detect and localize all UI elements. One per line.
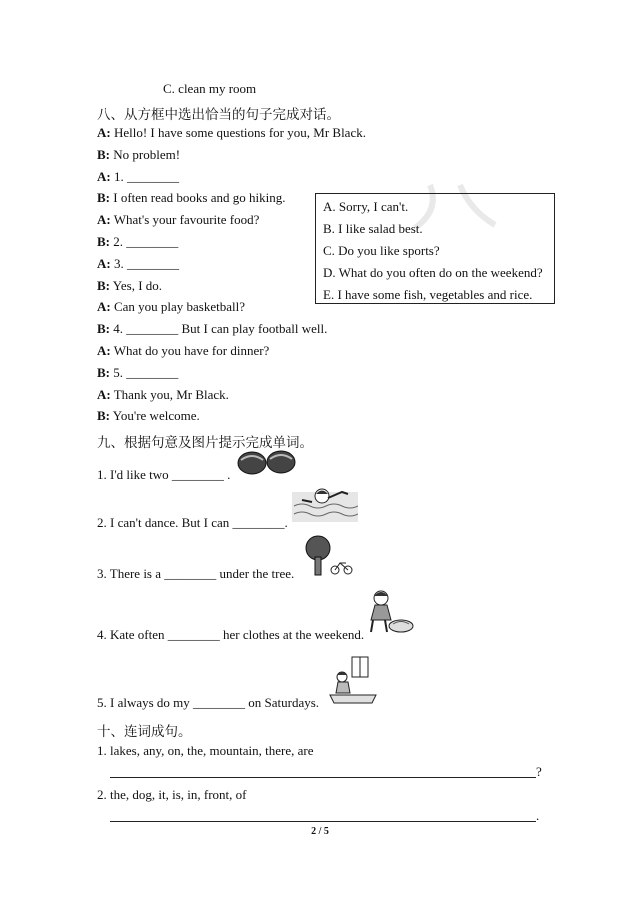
option-c: C. Do you like sports? <box>323 243 440 258</box>
speaker-label: A: <box>97 386 111 402</box>
dialogue-line <box>97 321 327 337</box>
dialogue-line <box>97 299 245 315</box>
speaker-label: A: <box>97 212 111 228</box>
fill-item-5: 5. I always do my ________ on Saturdays. <box>97 695 320 710</box>
speaker-label: B: <box>97 190 110 206</box>
answer-line-1[interactable] <box>110 777 536 778</box>
dialogue-line <box>97 408 200 424</box>
dialogue-text: Thank you, Mr Black. <box>113 386 229 402</box>
section10-title: 十、连词成句。 <box>97 724 192 739</box>
dialogue-line <box>97 387 229 403</box>
fill-item-1: 1. I'd like two ________ . <box>97 467 231 482</box>
section8-title: 八、从方框中选出恰当的句子完成对话。 <box>97 107 340 122</box>
dialogue-text: I often read books and go hiking. <box>113 190 286 206</box>
fill-item-3: 3. There is a ________ under the tree. <box>97 566 295 581</box>
answer-end-2: . <box>536 808 540 823</box>
dialogue-text: 2. ________ <box>113 234 179 249</box>
sentence-item-1-words: 1. lakes, any, on, the, mountain, there, are <box>97 743 314 758</box>
speaker-label: A: <box>97 125 111 140</box>
option-b: B. I like salad best. <box>323 221 423 236</box>
page-number: 2 / 5 <box>311 826 329 837</box>
dialogue-text: 1. ________ <box>113 168 179 184</box>
dialogue-line <box>97 169 179 185</box>
sentence-item-2-words: 2. the, dog, it, is, in, front, of <box>97 787 247 802</box>
speaker-label: B: <box>97 234 110 249</box>
dialogue-text: 5. ________ <box>113 364 179 380</box>
dialogue-text: Can you play basketball? <box>113 299 246 315</box>
swimming-icon <box>292 484 358 524</box>
speaker-label: B: <box>97 364 110 380</box>
dialogue-line <box>97 212 259 228</box>
speaker-label: B: <box>97 146 110 162</box>
dialogue-text: 3. ________ <box>113 255 179 271</box>
dialogue-line <box>97 278 162 294</box>
answer-line-2[interactable] <box>110 821 536 822</box>
speaker-label: A: <box>97 255 111 271</box>
speaker-label: B: <box>97 277 110 293</box>
dialogue-line <box>97 256 179 272</box>
tree-and-bike-icon <box>302 535 354 577</box>
dialogue-text: 4. ________ But I can play football well. <box>113 321 328 337</box>
option-e: E. I have some fish, vegetables and rice. <box>323 287 533 302</box>
speaker-label: B: <box>97 321 110 337</box>
dialogue-text: Hello! I have some questions for you, Mr Black. <box>113 125 366 140</box>
option-d: D. What do you often do on the weekend? <box>323 265 543 280</box>
dialogue-text: Yes, I do. <box>112 277 163 293</box>
previous-question-option-c: C. clean my room <box>163 81 257 96</box>
speaker-label: A: <box>97 168 111 184</box>
speaker-label: A: <box>97 343 111 358</box>
option-a: A. Sorry, I can't. <box>323 199 409 214</box>
dialogue-line <box>97 343 269 359</box>
dialogue-text: What's your favourite food? <box>113 212 260 228</box>
homework-icon <box>328 655 378 705</box>
dialogue-text: What do you have for dinner? <box>113 343 270 358</box>
washing-clothes-icon <box>365 588 415 638</box>
dialogue-line <box>97 365 178 381</box>
fill-item-2: 2. I can't dance. But I can ________. <box>97 515 288 530</box>
dialogue-line <box>97 147 180 163</box>
section9-title: 九、根据句意及图片提示完成单词。 <box>97 435 313 450</box>
dialogue-text: You're welcome. <box>112 408 200 424</box>
dialogue-line <box>97 125 366 141</box>
speaker-label: A: <box>97 299 111 315</box>
fill-item-4: 4. Kate often ________ her clothes at the weekend. <box>97 627 365 642</box>
options-box <box>315 193 555 304</box>
answer-end-1: ? <box>536 764 542 779</box>
dialogue-text: No problem! <box>113 146 181 162</box>
dialogue-line <box>97 234 178 250</box>
dialogue-line <box>97 190 285 206</box>
sandwiches-icon <box>236 448 298 476</box>
speaker-label: B: <box>97 408 110 424</box>
